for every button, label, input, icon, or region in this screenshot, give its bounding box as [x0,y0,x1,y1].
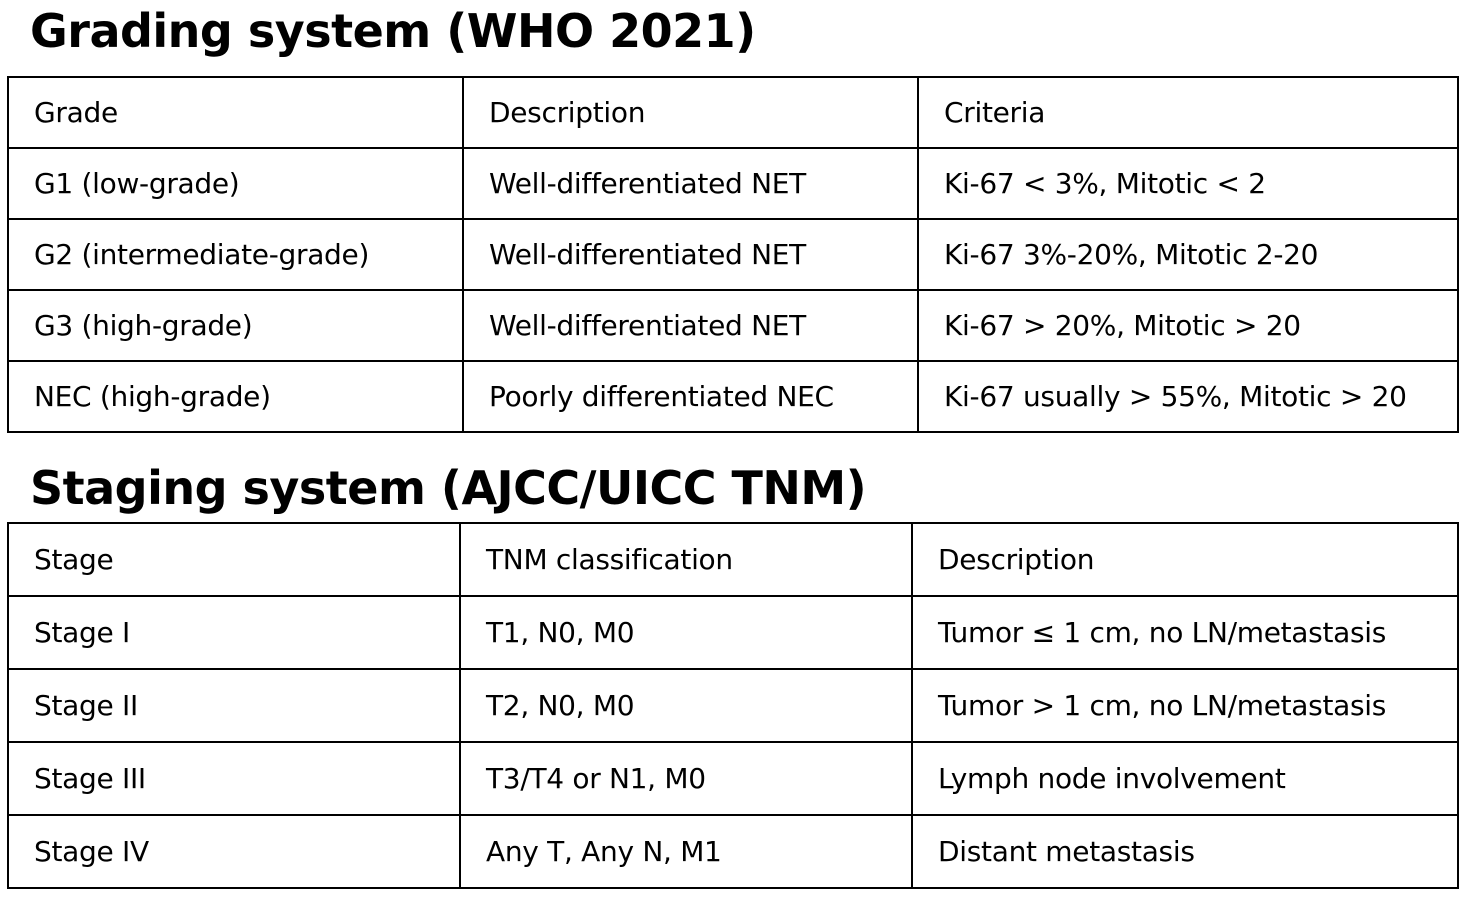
description-cell: Well-differentiated NET [463,219,918,290]
header-cell-criteria: Criteria [918,77,1458,148]
table-row [8,148,1458,219]
description-cell: Poorly differentiated NEC [463,361,918,432]
table-row [8,669,1458,742]
table-header-row [8,77,1458,148]
description-cell: Well-differentiated NET [463,148,918,219]
description-cell: Tumor ≤ 1 cm, no LN/metastasis [912,596,1458,669]
table-row [8,596,1458,669]
table-header-row [8,523,1458,596]
header-cell-description: Description [463,77,918,148]
table-row [8,815,1458,888]
grade-cell: G2 (intermediate-grade) [8,219,463,290]
stage-cell: Stage II [8,669,460,742]
description-cell: Tumor > 1 cm, no LN/metastasis [912,669,1458,742]
tnm-cell: T1, N0, M0 [460,596,912,669]
description-cell: Distant metastasis [912,815,1458,888]
header-cell-grade: Grade [8,77,463,148]
grade-cell: G3 (high-grade) [8,290,463,361]
criteria-cell: Ki-67 3%-20%, Mitotic 2-20 [918,219,1458,290]
description-cell: Lymph node involvement [912,742,1458,815]
tnm-cell: T3/T4 or N1, M0 [460,742,912,815]
grading-table [7,76,1459,433]
criteria-cell: Ki-67 usually > 55%, Mitotic > 20 [918,361,1458,432]
grading-system-title: Grading system (WHO 2021) [30,4,756,58]
grade-cell: G1 (low-grade) [8,148,463,219]
stage-cell: Stage III [8,742,460,815]
header-cell-description: Description [912,523,1458,596]
staging-table [7,522,1459,889]
header-cell-stage: Stage [8,523,460,596]
criteria-cell: Ki-67 < 3%, Mitotic < 2 [918,148,1458,219]
tnm-cell: Any T, Any N, M1 [460,815,912,888]
table-row [8,742,1458,815]
stage-cell: Stage I [8,596,460,669]
header-cell-tnm-classification: TNM classification [460,523,912,596]
grade-cell: NEC (high-grade) [8,361,463,432]
tnm-cell: T2, N0, M0 [460,669,912,742]
description-cell: Well-differentiated NET [463,290,918,361]
table-row [8,361,1458,432]
staging-system-title: Staging system (AJCC/UICC TNM) [30,461,867,515]
table-row [8,290,1458,361]
stage-cell: Stage IV [8,815,460,888]
table-row [8,219,1458,290]
criteria-cell: Ki-67 > 20%, Mitotic > 20 [918,290,1458,361]
